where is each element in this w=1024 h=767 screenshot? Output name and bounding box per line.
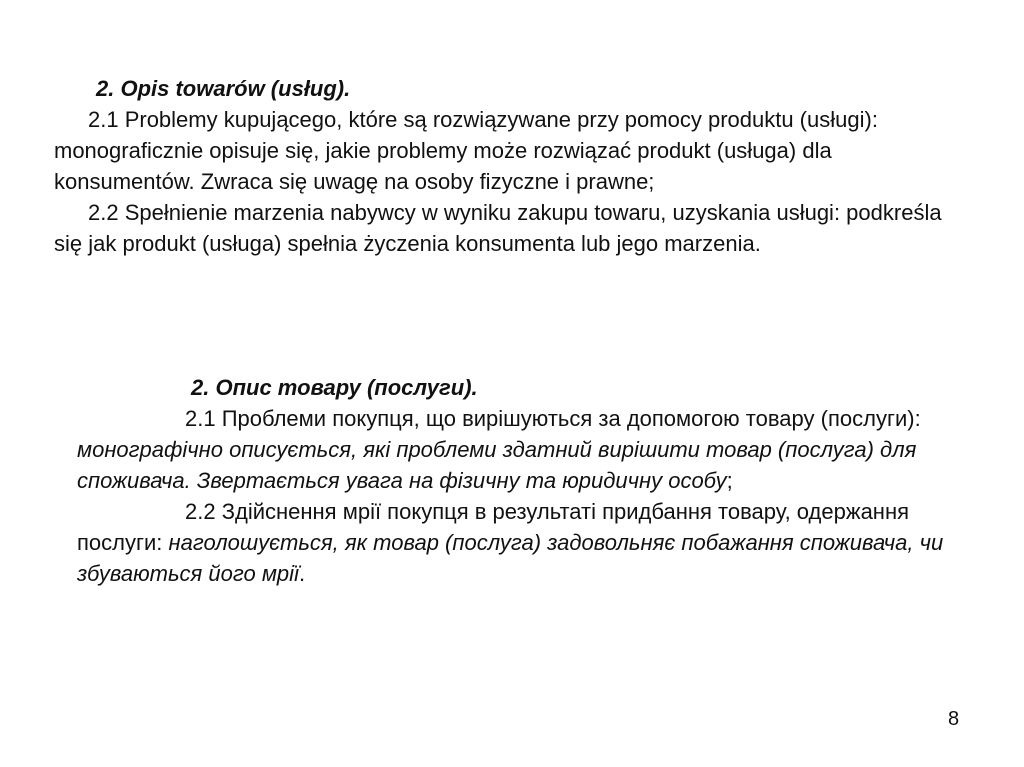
polish-section [54, 73, 974, 259]
ukrainian-heading: 2. Опис товару (послуги). [191, 375, 478, 400]
ukrainian-item-2-2-text: наголошується, як товар (послуга) задовольняє побажання споживача, чи збуваються його мрії [77, 530, 944, 586]
polish-item-2-1: 2.1 Problemy kupującego, które są rozwiązywane przy pomocy produktu (usługi): monograficznie opisuje się, jakie problemy może rozwiązać produkt (usługa) dla konsumentów. Zwraca się uwagę na osoby fizyczne i prawne; [54, 107, 878, 194]
ukrainian-item-2-1 [77, 403, 977, 496]
page-number: 8 [948, 708, 960, 730]
polish-heading: 2. Opis towarów (usług). [96, 76, 351, 101]
ukrainian-item-2-1-label: 2.1 Проблеми покупця, що вирішуються за допомогою товару (послуги): [185, 406, 921, 431]
ukrainian-item-2-2 [77, 496, 977, 589]
ukrainian-section [77, 372, 977, 589]
polish-item-2-2: 2.2 Spełnienie marzenia nabywcy w wyniku zakupu towaru, uzyskania usługi: podkreśla się jak produkt (usługa) spełnia życzenia konsumenta lub jego marzenia. [54, 200, 942, 256]
ukrainian-item-2-2-label: 2.2 Здійснення мрії покупця в результаті придбання товару, одержання послуги: [77, 499, 910, 555]
ukrainian-item-2-1-end: ; [726, 468, 733, 493]
ukrainian-item-2-1-text: монографічно описується, які проблеми здатний вирішити товар (послуга) для споживача. Звертається увага на фізичну та юридичну особу [77, 437, 917, 493]
ukrainian-item-2-2-end: . [298, 561, 306, 586]
